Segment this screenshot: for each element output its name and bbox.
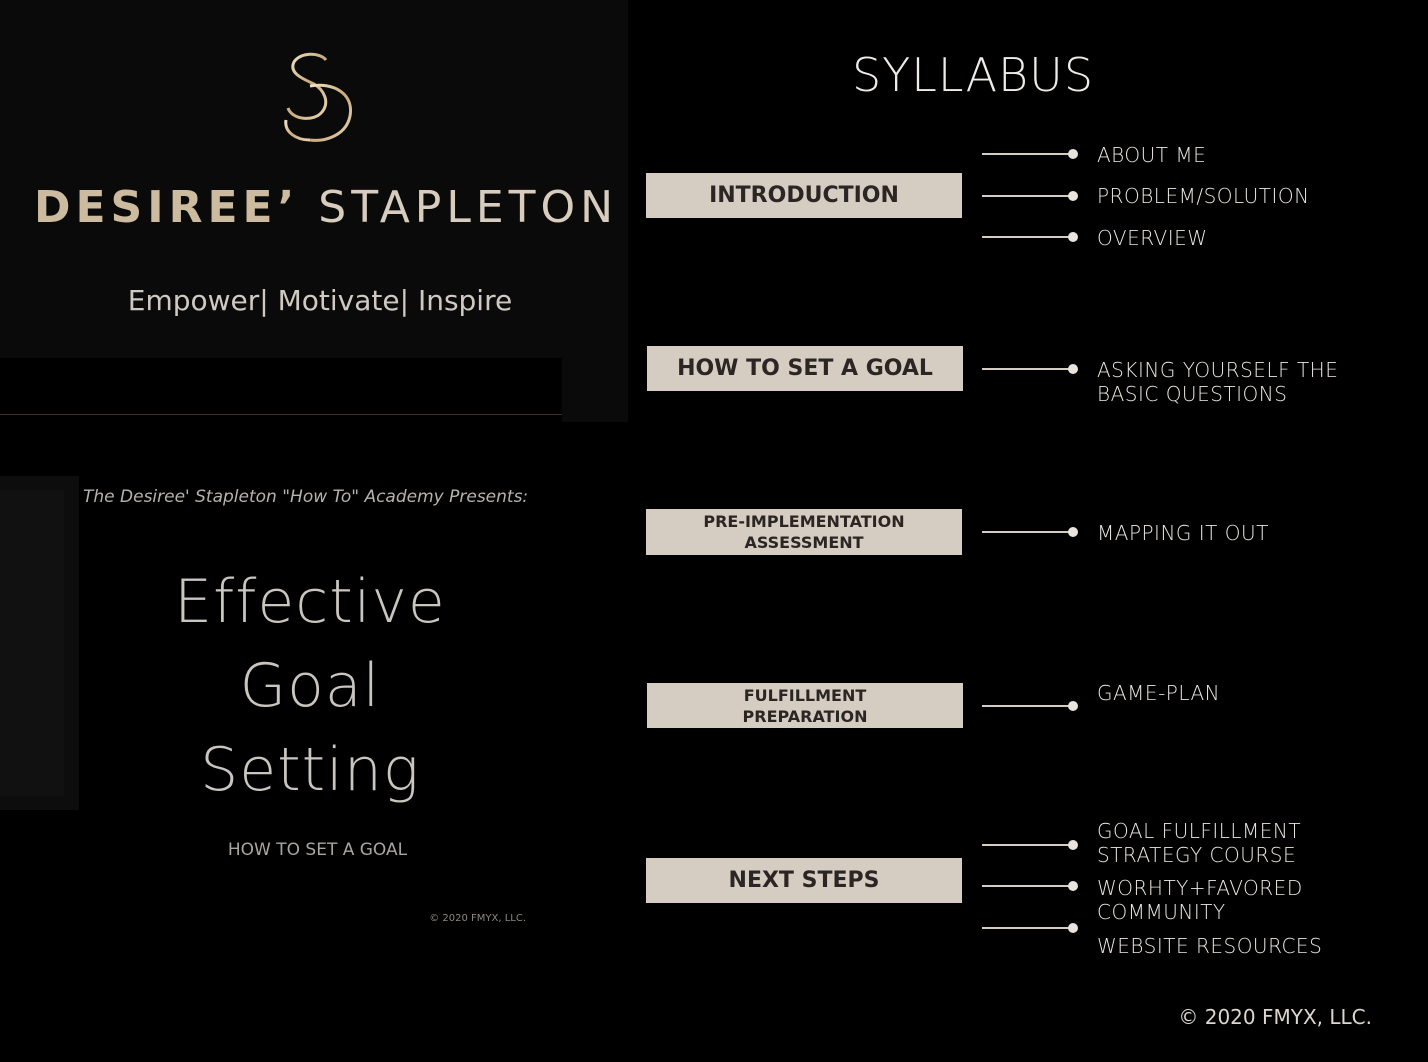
cover-brand-strip (562, 358, 628, 422)
item-text: ASKING YOURSELF THE (1097, 358, 1339, 382)
item-text: STRATEGY COURSE (1097, 843, 1297, 867)
section-label: FULFILLMENT (743, 685, 867, 705)
connector (982, 880, 1080, 892)
course-title (110, 560, 510, 812)
section-pre-implementation (646, 509, 962, 555)
section-label: HOW TO SET A GOAL (677, 356, 933, 381)
item-text: COMMUNITY (1097, 900, 1226, 924)
cover-divider (0, 414, 562, 415)
footer-copyright: © 2020 FMYX, LLC. (1178, 1005, 1372, 1029)
syllabus-item-overview (1097, 226, 1397, 250)
brand-last-name: STAPLETON (318, 182, 619, 233)
section-fulfillment-preparation (647, 683, 963, 728)
syllabus-item-about-me (1097, 143, 1397, 167)
course-title-line: Effective (174, 567, 446, 637)
syllabus-item-problem-solution (1097, 184, 1397, 208)
section-label: INTRODUCTION (709, 183, 899, 208)
item-text: WEBSITE RESOURCES (1097, 934, 1323, 958)
syllabus-item-asking-questions (1097, 358, 1397, 406)
brand-name (0, 182, 652, 233)
connector (982, 700, 1080, 712)
cover-side-block-inner (0, 490, 64, 796)
section-introduction (646, 173, 962, 218)
course-title-line: Goal (239, 651, 381, 721)
course-title-line: Setting (200, 735, 420, 805)
connector (982, 231, 1080, 243)
academy-presents: The Desiree' Stapleton "How To" Academy Presents: (83, 487, 529, 507)
cover-copyright: © 2020 FMYX, LLC. (429, 913, 526, 924)
item-text: OVERVIEW (1097, 226, 1208, 250)
brand-tagline: Empower| Motivate| Inspire (127, 284, 513, 317)
item-text: MAPPING IT OUT (1097, 521, 1269, 545)
section-label: ASSESSMENT (744, 533, 864, 552)
section-next-steps (646, 858, 962, 903)
syllabus-item-goal-fulfillment-course (1097, 819, 1397, 867)
section-label: NEXT STEPS (728, 868, 880, 893)
section-how-to-set-a-goal (647, 346, 963, 391)
item-text: ABOUT ME (1097, 143, 1207, 167)
section-label: PREPARATION (742, 706, 868, 726)
connector (982, 839, 1080, 851)
connector (982, 363, 1080, 375)
connector (982, 922, 1080, 934)
course-subtitle: HOW TO SET A GOAL (227, 840, 408, 860)
item-text: WORHTY+FAVORED (1097, 876, 1303, 900)
connector (982, 190, 1080, 202)
syllabus-item-game-plan (1097, 681, 1397, 705)
item-text: GOAL FULFILLMENT (1097, 819, 1302, 843)
syllabus-title: SYLLABUS (851, 48, 1095, 102)
connector (982, 526, 1080, 538)
item-text: PROBLEM/SOLUTION (1097, 184, 1310, 208)
section-label: PRE-IMPLEMENTATION (703, 512, 905, 531)
item-text: BASIC QUESTIONS (1097, 382, 1288, 406)
ds-monogram-logo (270, 36, 360, 146)
syllabus-item-website-resources (1097, 934, 1397, 958)
syllabus-item-community (1097, 876, 1397, 924)
item-text: GAME-PLAN (1097, 681, 1221, 705)
syllabus-item-mapping-it-out (1097, 521, 1397, 545)
brand-first-name: DESIREE’ (33, 182, 300, 233)
connector (982, 148, 1080, 160)
